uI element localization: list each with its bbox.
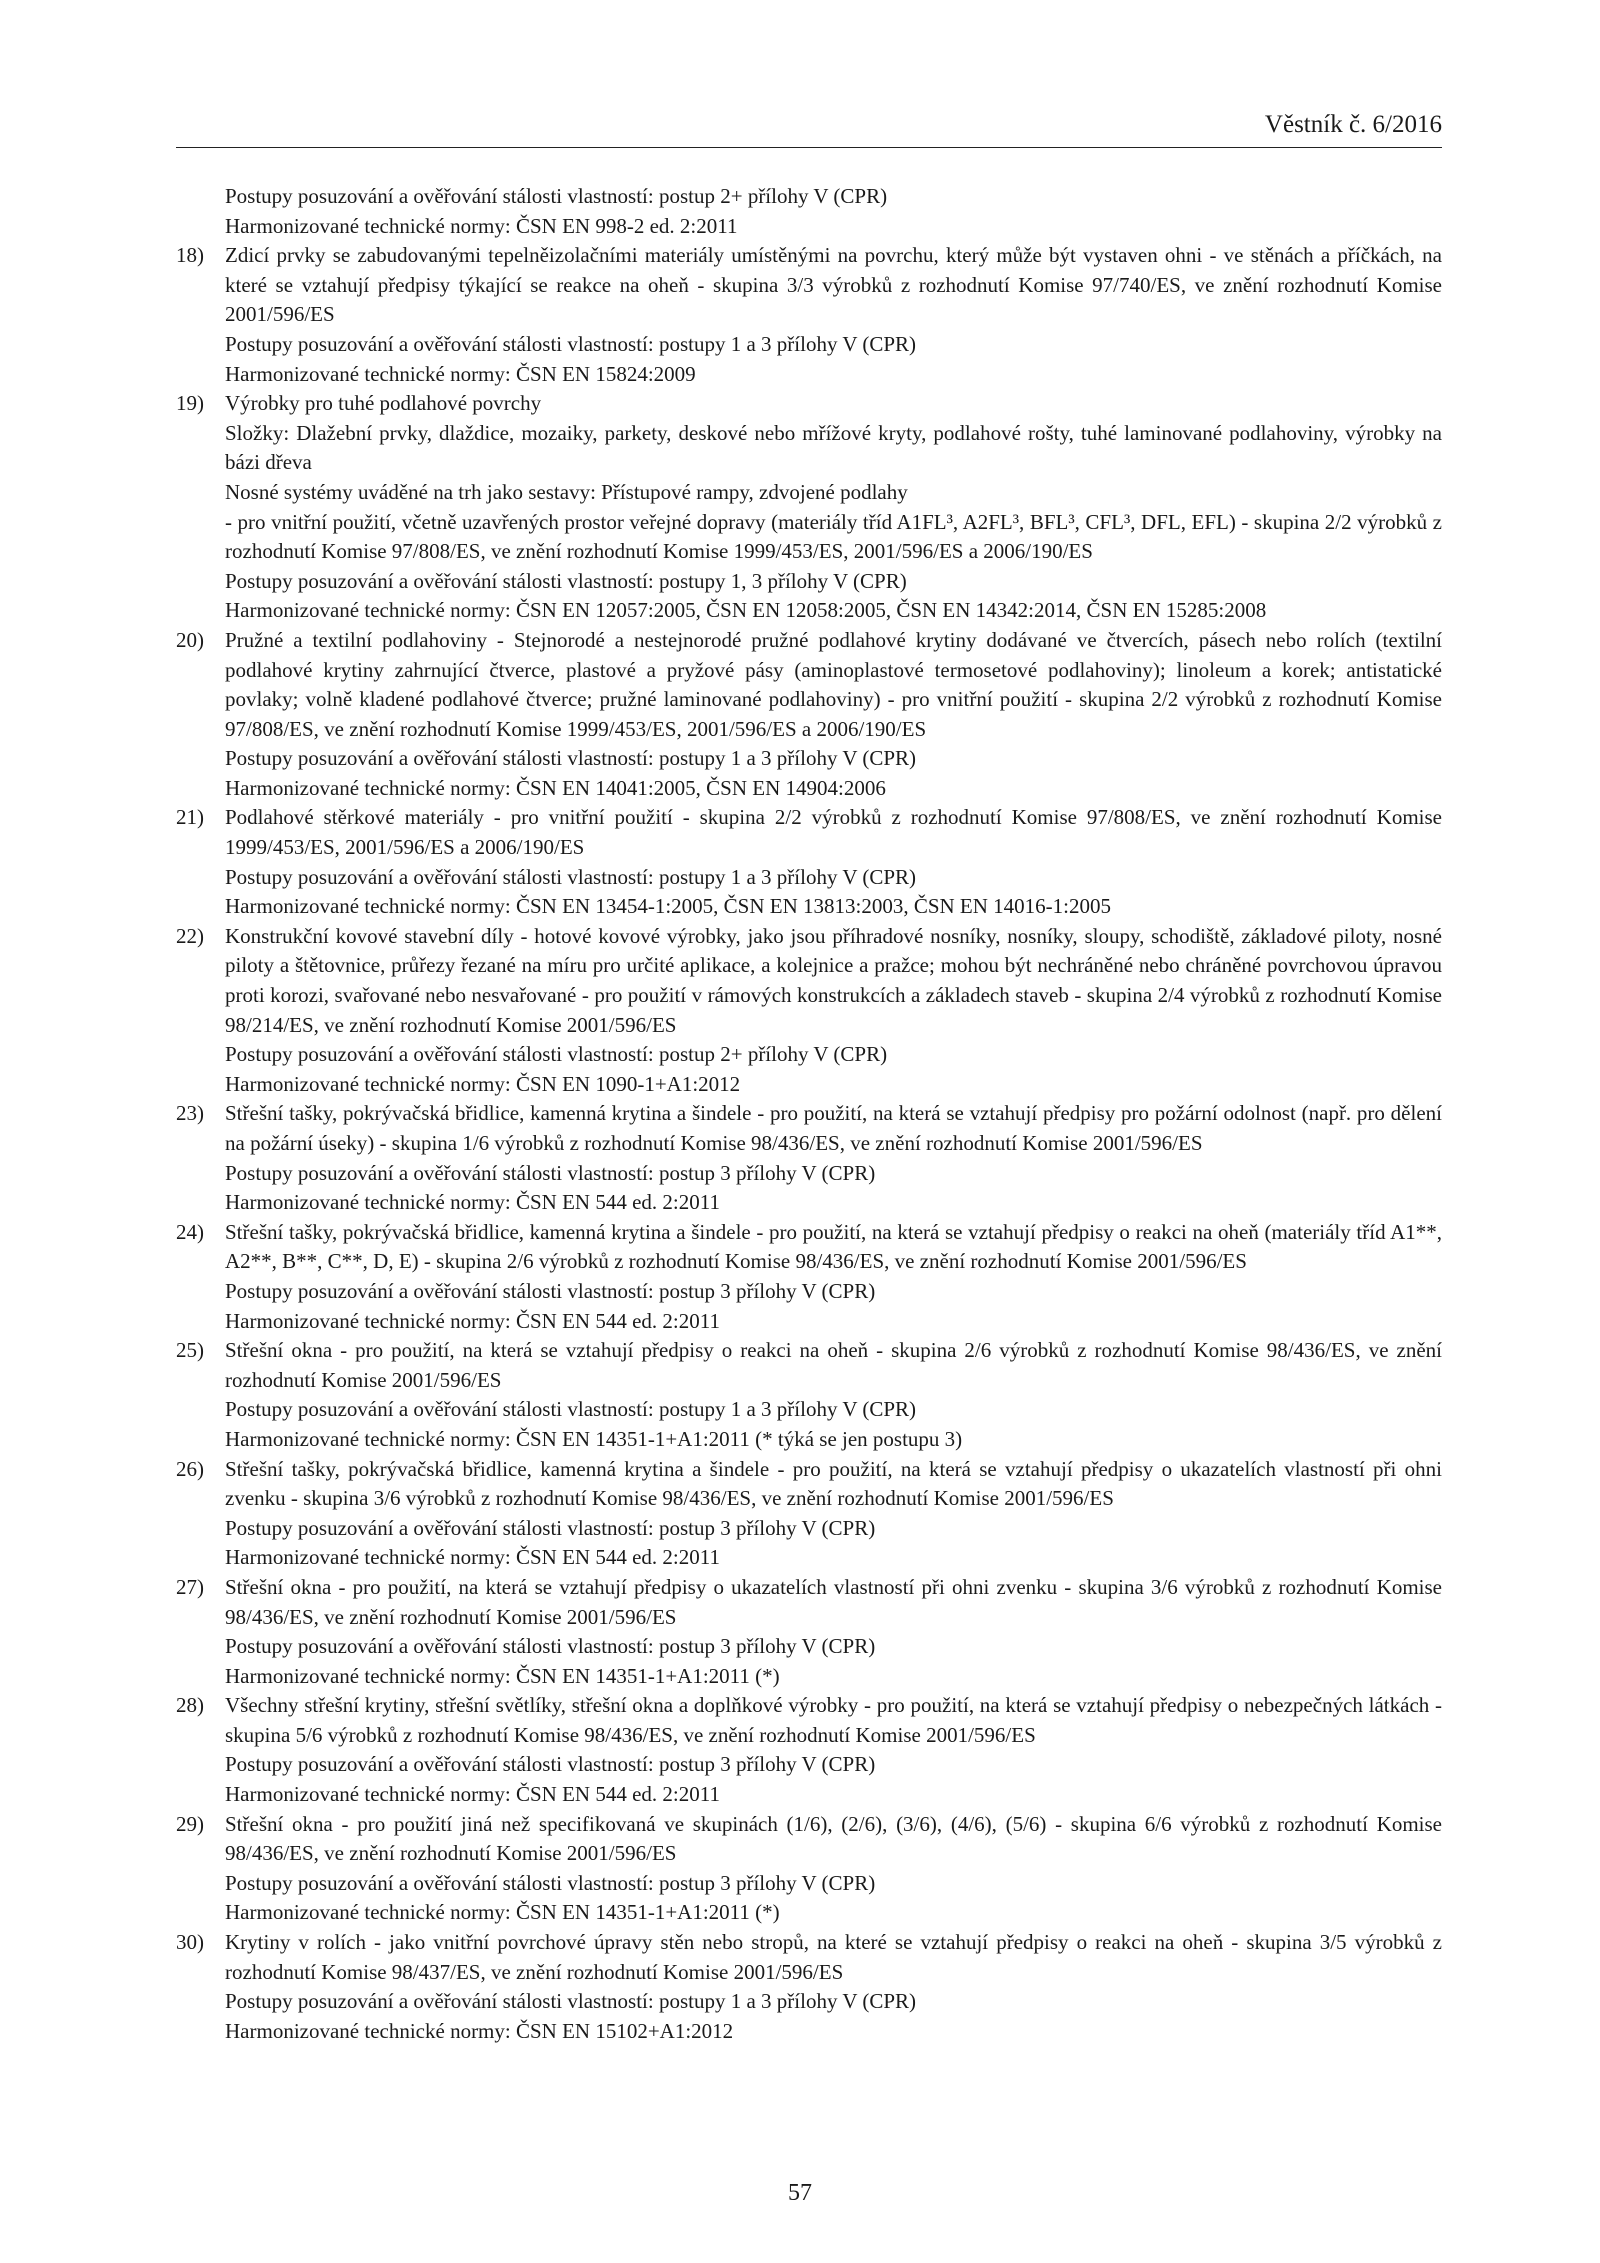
intro-line: Harmonizované technické normy: ČSN EN 998-2 ed. 2:2011 <box>225 213 738 238</box>
item-number: 26) <box>176 1456 204 1481</box>
page-number: 57 <box>788 2180 812 2206</box>
item-line: Zdicí prvky se zabudovanými tepelněizolačními materiály umístěnými na povrchu, který může být vystaven ohni - ve stěnách a příčkách, na které se vztahují předpisy týkající se reakce na oheň - skupina 3/3 výrobků z rozhodnutí Komise 97/740/ES, ve znění rozhodnutí Komise 2001/596/ES <box>225 243 1442 327</box>
list-item <box>176 1691 1442 1809</box>
list-item <box>176 626 1442 804</box>
item-line: - pro vnitřní použití, včetně uzavřených prostor veřejné dopravy (materiály tříd A1FL³, A2FL³, BFL³, CFL³, DFL, EFL) - skupina 2/2 výrobků z rozhodnutí Komise 97/808/ES, ve znění rozhodnutí Komise 1999/453/ES, 2001/596/ES a 2006/190/ES <box>225 509 1442 564</box>
item-body <box>225 1810 1442 1928</box>
item-number: 18) <box>176 243 204 268</box>
item-body <box>225 1099 1442 1217</box>
item-line: Postupy posuzování a ověřování stálosti vlastností: postupy 1 a 3 přílohy V (CPR) <box>225 1989 917 2014</box>
item-body <box>225 1218 1442 1336</box>
item-body <box>225 1928 1442 2046</box>
item-line: Postupy posuzování a ověřování stálosti vlastností: postup 2+ přílohy V (CPR) <box>225 1042 888 1067</box>
item-line: Harmonizované technické normy: ČSN EN 544 ed. 2:2011 <box>225 1308 720 1333</box>
item-body <box>225 626 1442 804</box>
item-body <box>225 389 1442 626</box>
list-item <box>176 389 1442 626</box>
list-item <box>176 1218 1442 1336</box>
item-number: 25) <box>176 1338 204 1363</box>
item-line: Pružné a textilní podlahoviny - Stejnorodé a nestejnorodé pružné podlahové krytiny dodávané ve čtvercích, pásech nebo rolích (textilní podlahové krytiny zahrnující čtverce, plastové a pryžové pásy (aminoplastové termosetové podlahoviny); linoleum a korek; antistatické povlaky; volně kladené podlahové čtverce; pružné laminované podlahoviny) - pro vnitřní použití - skupina 2/2 výrobků z rozhodnutí Komise 97/808/ES, ve znění rozhodnutí Komise 1999/453/ES, 2001/596/ES a 2006/190/ES <box>225 627 1442 741</box>
item-number: 29) <box>176 1811 204 1836</box>
item-number: 30) <box>176 1930 204 1955</box>
item-body <box>225 1691 1442 1809</box>
item-line: Střešní tašky, pokrývačská břidlice, kamenná krytina a šindele - pro použití, na která se vztahují předpisy o reakci na oheň (materiály tříd A1**, A2**, B**, C**, D, E) - skupina 2/6 výrobků z rozhodnutí Komise 98/436/ES, ve znění rozhodnutí Komise 2001/596/ES <box>225 1219 1442 1274</box>
item-line: Postupy posuzování a ověřování stálosti vlastností: postup 3 přílohy V (CPR) <box>225 1278 876 1303</box>
item-line: Postupy posuzování a ověřování stálosti vlastností: postupy 1 a 3 přílohy V (CPR) <box>225 331 917 356</box>
intro-line: Postupy posuzování a ověřování stálosti vlastností: postup 2+ přílohy V (CPR) <box>225 184 888 208</box>
item-line: Výrobky pro tuhé podlahové povrchy <box>225 391 542 416</box>
item-line: Složky: Dlažební prvky, dlaždice, mozaiky, parkety, deskové nebo mřížové kryty, podlahové rošty, tuhé laminované podlahoviny, výrobky na bázi dřeva <box>225 420 1442 475</box>
item-line: Harmonizované technické normy: ČSN EN 544 ed. 2:2011 <box>225 1782 720 1807</box>
item-line: Postupy posuzování a ověřování stálosti vlastností: postup 3 přílohy V (CPR) <box>225 1160 876 1185</box>
item-number: 28) <box>176 1693 204 1718</box>
item-line: Střešní okna - pro použití, na která se vztahují předpisy o ukazatelích vlastností při ohni zvenku - skupina 3/6 výrobků z rozhodnutí Komise 98/436/ES, ve znění rozhodnutí Komise 2001/596/ES <box>225 1574 1442 1629</box>
item-line: Harmonizované technické normy: ČSN EN 15824:2009 <box>225 361 696 386</box>
item-number: 23) <box>176 1101 204 1126</box>
item-number: 22) <box>176 923 204 948</box>
item-line: Harmonizované technické normy: ČSN EN 14351-1+A1:2011 (* týká se jen postupu 3) <box>225 1426 963 1451</box>
item-line: Postupy posuzování a ověřování stálosti vlastností: postup 3 přílohy V (CPR) <box>225 1515 876 1540</box>
document-body <box>176 182 1442 2046</box>
item-line: Nosné systémy uváděné na trh jako sestavy: Přístupové rampy, zdvojené podlahy <box>225 479 908 504</box>
item-body <box>225 1336 1442 1454</box>
item-line: Postupy posuzování a ověřování stálosti vlastností: postup 3 přílohy V (CPR) <box>225 1634 876 1659</box>
item-body <box>225 1573 1442 1691</box>
item-body <box>225 803 1442 921</box>
item-line: Krytiny v rolích - jako vnitřní povrchové úpravy stěn nebo stropů, na které se vztahují předpisy o reakci na oheň - skupina 3/5 výrobků z rozhodnutí Komise 98/437/ES, ve znění rozhodnutí Komise 2001/596/ES <box>225 1930 1442 1984</box>
item-line: Harmonizované technické normy: ČSN EN 13454-1:2005, ČSN EN 13813:2003, ČSN EN 14016-1:2005 <box>225 894 1111 919</box>
list-item <box>176 922 1442 1100</box>
list-item <box>176 1455 1442 1573</box>
list-item <box>176 1810 1442 1928</box>
item-line: Postupy posuzování a ověřování stálosti vlastností: postupy 1 a 3 přílohy V (CPR) <box>225 746 917 771</box>
item-line: Postupy posuzování a ověřování stálosti vlastností: postup 3 přílohy V (CPR) <box>225 1870 876 1895</box>
item-number: 27) <box>176 1574 204 1599</box>
page-header <box>176 111 1442 148</box>
journal-title: Věstník č. 6/2016 <box>1264 111 1442 138</box>
item-number: 24) <box>176 1219 204 1244</box>
item-line: Harmonizované technické normy: ČSN EN 544 ed. 2:2011 <box>225 1545 720 1570</box>
item-body <box>225 241 1442 389</box>
item-number: 21) <box>176 805 204 830</box>
item-line: Postupy posuzování a ověřování stálosti vlastností: postupy 1 a 3 přílohy V (CPR) <box>225 864 917 889</box>
item-line: Postupy posuzování a ověřování stálosti vlastností: postupy 1, 3 přílohy V (CPR) <box>225 568 907 593</box>
list-item <box>176 1336 1442 1454</box>
item-line: Postupy posuzování a ověřování stálosti vlastností: postup 3 přílohy V (CPR) <box>225 1752 876 1777</box>
item-line: Harmonizované technické normy: ČSN EN 12057:2005, ČSN EN 12058:2005, ČSN EN 14342:2014, ČSN EN 15285:2008 <box>225 598 1267 623</box>
item-body <box>225 922 1442 1100</box>
item-line: Všechny střešní krytiny, střešní světlíky, střešní okna a doplňkové výrobky - pro použití, na která se vztahují předpisy o nebezpečných látkách - skupina 5/6 výrobků z rozhodnutí Komise 98/436/ES, ve znění rozhodnutí Komise 2001/596/ES <box>225 1693 1442 1747</box>
item-line: Harmonizované technické normy: ČSN EN 14351-1+A1:2011 (*) <box>225 1663 780 1688</box>
list-item <box>176 241 1442 389</box>
item-line: Střešní okna - pro použití jiná než specifikovaná ve skupinách (1/6), (2/6), (3/6), (4/6), (5/6) - skupina 6/6 výrobků z rozhodnutí Komise 98/436/ES, ve znění rozhodnutí Komise 2001/596/ES <box>225 1811 1442 1866</box>
item-line: Harmonizované technické normy: ČSN EN 544 ed. 2:2011 <box>225 1190 720 1215</box>
item-line: Harmonizované technické normy: ČSN EN 14041:2005, ČSN EN 14904:2006 <box>225 775 886 800</box>
item-line: Harmonizované technické normy: ČSN EN 1090-1+A1:2012 <box>225 1071 741 1096</box>
item-body <box>225 1455 1442 1573</box>
item-line: Postupy posuzování a ověřování stálosti vlastností: postupy 1 a 3 přílohy V (CPR) <box>225 1397 917 1422</box>
item-number: 20) <box>176 627 204 652</box>
item-line: Střešní okna - pro použití, na která se vztahují předpisy o reakci na oheň - skupina 2/6 výrobků z rozhodnutí Komise 98/436/ES, ve znění rozhodnutí Komise 2001/596/ES <box>225 1338 1442 1392</box>
item-line: Podlahové stěrkové materiály - pro vnitřní použití - skupina 2/2 výrobků z rozhodnutí Komise 97/808/ES, ve znění rozhodnutí Komise 1999/453/ES, 2001/596/ES a 2006/190/ES <box>225 805 1442 860</box>
item-line: Konstrukční kovové stavební díly - hotové kovové výrobky, jako jsou příhradové nosníky, nosníky, sloupy, schodiště, základové piloty, nosné piloty a štětovnice, průřezy řezané na míru pro určité aplikace, a kolejnice a pražce; mohou být nechráněné nebo chráněné povrchovou úpravou proti korozi, svařované nebo nesvařované - pro použití v rámových konstrukcích a základech staveb - skupina 2/4 výrobků z rozhodnutí Komise 98/214/ES, ve znění rozhodnutí Komise 2001/596/ES <box>225 923 1442 1037</box>
item-line: Střešní tašky, pokrývačská břidlice, kamenná krytina a šindele - pro použití, na která se vztahují předpisy pro požární odolnost (např. pro dělení na požární úseky) - skupina 1/6 výrobků z rozhodnutí Komise 98/436/ES, ve znění rozhodnutí Komise 2001/596/ES <box>225 1101 1442 1155</box>
item-line: Harmonizované technické normy: ČSN EN 15102+A1:2012 <box>225 2018 734 2043</box>
item-number: 19) <box>176 391 204 416</box>
list-item <box>176 1928 1442 2046</box>
list-item <box>176 1573 1442 1691</box>
list-item <box>176 803 1442 921</box>
list-item <box>176 1099 1442 1217</box>
item-line: Harmonizované technické normy: ČSN EN 14351-1+A1:2011 (*) <box>225 1900 780 1925</box>
item-line: Střešní tašky, pokrývačská břidlice, kamenná krytina a šindele - pro použití, na která se vztahují předpisy o ukazatelích vlastností při ohni zvenku - skupina 3/6 výrobků z rozhodnutí Komise 98/436/ES, ve znění rozhodnutí Komise 2001/596/ES <box>225 1456 1442 1511</box>
